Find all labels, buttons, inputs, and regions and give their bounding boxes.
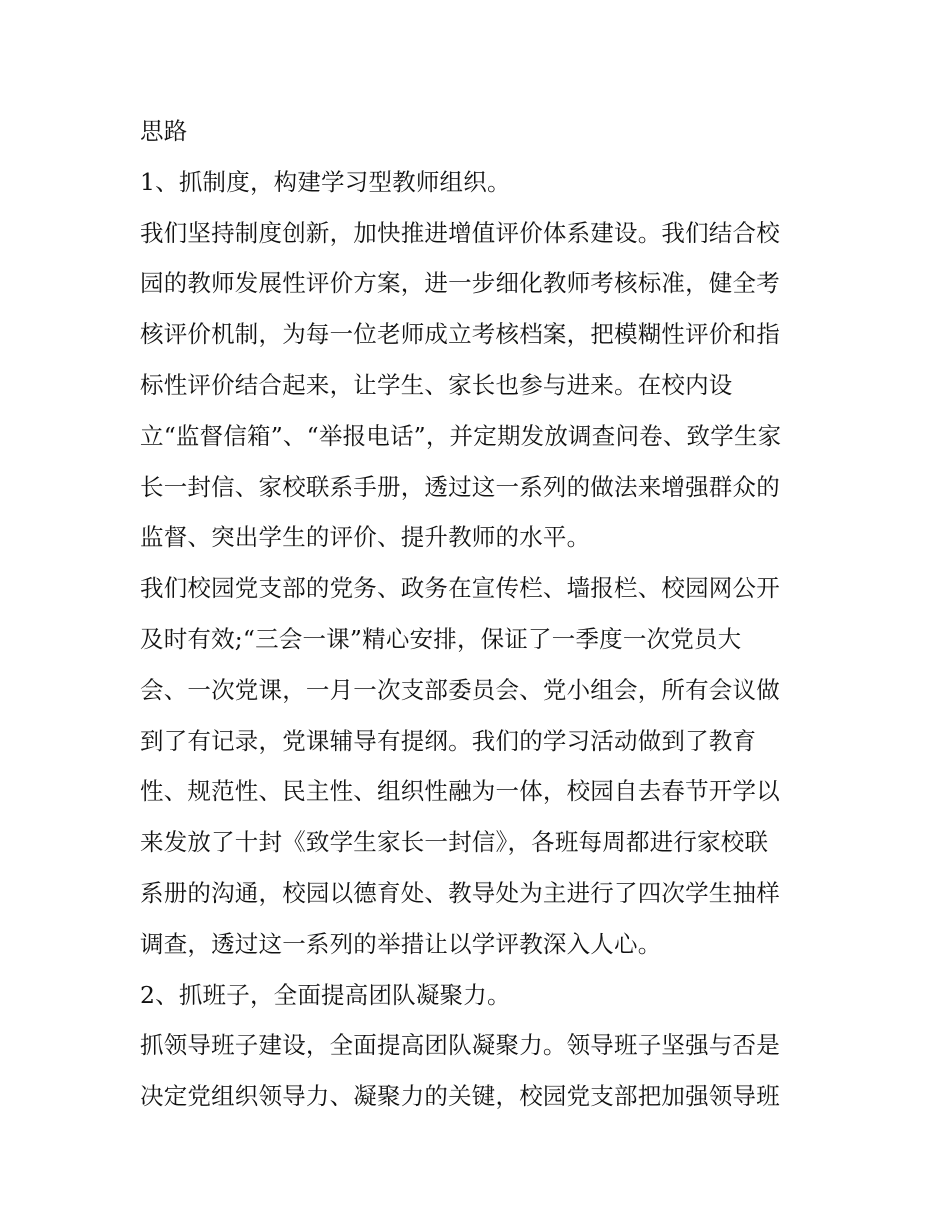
paragraph-line: 性、规范性、民主性、组织性融为一体，校园自去春节开学以 bbox=[140, 777, 780, 806]
paragraph-line: 长一封信、家校联系手册，透过这一系列的做法来增强群众的 bbox=[140, 472, 780, 501]
paragraph-line: 标性评价结合起来，让学生、家长也参与进来。在校内设 bbox=[140, 370, 733, 399]
paragraph-line: 及时有效;“三会一课”精心安排，保证了一季度一次党员大 bbox=[140, 624, 742, 653]
paragraph-line: 我们坚持制度创新，加快推进增值评价体系建设。我们结合校 bbox=[140, 218, 780, 247]
paragraph-line: 我们校园党支部的党务、政务在宣传栏、墙报栏、校园网公开 bbox=[140, 574, 780, 603]
paragraph-line: 监督、突出学生的评价、提升教师的水平。 bbox=[140, 523, 591, 552]
paragraph-line: 系册的沟通，校园以德育处、教导处为主进行了四次学生抽样 bbox=[140, 878, 780, 907]
paragraph-line: 立“监督信箱”、“举报电话”，并定期发放调查问卷、致学生家 bbox=[140, 421, 782, 450]
section-title: 思路 bbox=[140, 117, 188, 145]
document-body bbox=[140, 106, 820, 1122]
paragraph-line: 会、一次党课，一月一次支部委员会、党小组会，所有会议做 bbox=[140, 675, 780, 704]
paragraph-line: 核评价机制，为每一位老师成立考核档案，把模糊性评价和指 bbox=[140, 320, 780, 349]
paragraph-line: 到了有记录，党课辅导有提纲。我们的学习活动做到了教育 bbox=[140, 726, 757, 755]
paragraph-line: 决定党组织领导力、凝聚力的关键，校园党支部把加强领导班 bbox=[140, 1082, 780, 1111]
paragraph-line: 园的教师发展性评价方案，进一步细化教师考核标准，健全考 bbox=[140, 269, 780, 298]
paragraph-line: 抓领导班子建设，全面提高团队凝聚力。领导班子坚强与否是 bbox=[140, 1031, 780, 1060]
heading-1: 1、抓制度，构建学习型教师组织。 bbox=[140, 167, 511, 196]
paragraph-line: 调查，透过这一系列的举措让以学评教深入人心。 bbox=[140, 929, 662, 958]
heading-2: 2、抓班子，全面提高团队凝聚力。 bbox=[140, 980, 511, 1009]
paragraph-line: 来发放了十封《致学生家长一封信》，各班每周都进行家校联 bbox=[140, 828, 769, 857]
